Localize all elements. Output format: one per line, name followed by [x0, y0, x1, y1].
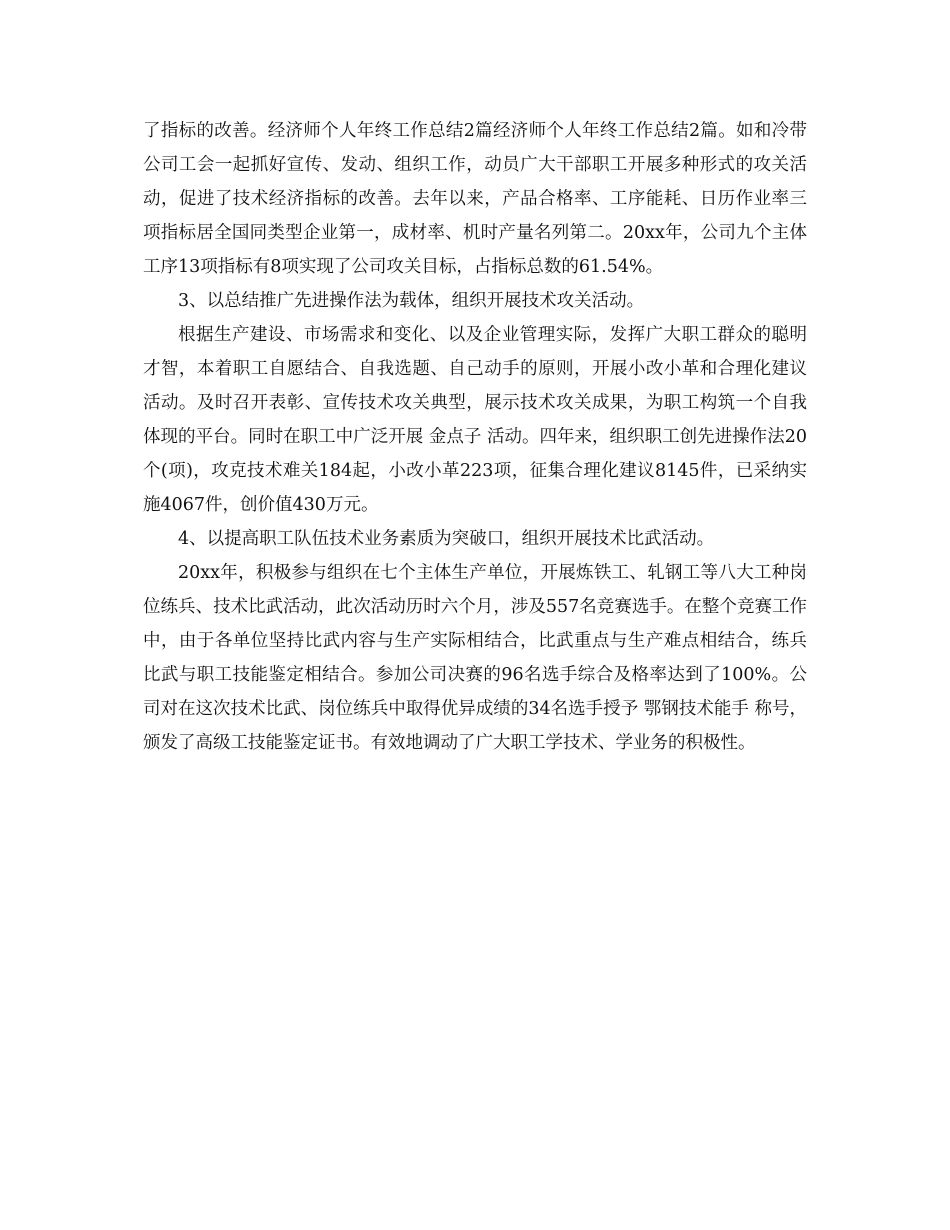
section-heading-3: 3、以总结推广先进操作法为载体，组织开展技术攻关活动。 — [178, 291, 645, 311]
document-body — [143, 114, 807, 760]
paragraph-3: 根据生产建设、市场需求和变化、以及企业管理实际，发挥广大职工群众的聪明才智，本着职工自愿结合、自我选题、自己动手的原则，开展小改小革和合理化建议活动。及时召开表彰、宣传技术攻关典型，展示技术攻关成果，为职工构筑一个自我体现的平台。同时在职工中广泛开展 金点子 活动。四年来，组织职工创先进操作法20个(项)，攻克技术难关184起，小改小革223项，征集合理化建议8145件，已采纳实施4067件，创价值430万元。 — [143, 325, 807, 515]
section-heading-4: 4、以提高职工队伍技术业务素质为突破口，组织开展技术比武活动。 — [178, 529, 715, 549]
paragraph-5: 20xx年，积极参与组织在七个主体生产单位，开展炼铁工、轧钢工等八大工种岗位练兵、技术比武活动，此次活动历时六个月，涉及557名竞赛选手。在整个竞赛工作中，由于各单位坚持比武内容与生产实际相结合，比武重点与生产难点相结合，练兵比武与职工技能鉴定相结合。参加公司决赛的96名选手综合及格率达到了100%。公司对在这次技术比武、岗位练兵中取得优异成绩的34名选手授予 鄂钢技术能手 称号，颁发了高级工技能鉴定证书。有效地调动了广大职工学技术、学业务的积极性。 — [143, 563, 807, 753]
paragraph-1: 了指标的改善。经济师个人年终工作总结2篇经济师个人年终工作总结2篇。如和冷带公司工会一起抓好宣传、发动、组织工作，动员广大干部职工开展多种形式的攻关活动，促进了技术经济指标的改善。去年以来，产品合格率、工序能耗、日历作业率三项指标居全国同类型企业第一，成材率、机时产量名列第二。20xx年，公司九个主体工序13项指标有8项实现了公司攻关目标，占指标总数的61.54%。 — [143, 121, 807, 277]
